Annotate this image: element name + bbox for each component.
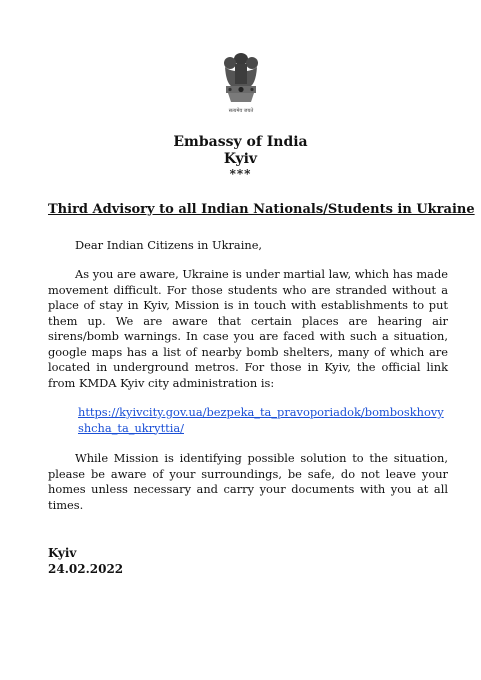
advisory-title: Third Advisory to all Indian Nationals/Students in Ukraine <box>48 202 475 217</box>
main-paragraph: As you are aware, Ukraine is under martial law, which has made movement difficult. For those students who are stranded without a place of stay in Kyiv, Mission is in touch with establishments to put them up. We are aware that certain places are hearing air sirens/bomb warnings. In case you are faced with such a situation, google maps has a list of nearby bomb shelters, many of which are located in underground metros. For those in Kyiv, the official link from KMDA Kyiv city administration is: <box>48 267 448 390</box>
signature-place: Kyiv <box>48 546 77 560</box>
salutation: Dear Indian Citizens in Ukraine, <box>75 238 263 252</box>
embassy-city: Kyiv <box>223 151 258 167</box>
header-separator: *** <box>229 167 252 181</box>
kmda-shelter-link[interactable]: https://kyivcity.gov.ua/bezpeka_ta_pravoporiadok/bomboskhovyshcha_ta_ukryttia/ <box>78 405 444 435</box>
national-emblem-icon <box>218 50 264 116</box>
signature-date: 24.02.2022 <box>48 562 124 576</box>
closing-paragraph: While Mission is identifying possible solution to the situation, please be aware of your surroundings, be safe, do not leave your homes unless necessary and carry your documents with you at all times. <box>48 451 448 512</box>
emblem-motto: सत्यमेव जयते <box>228 108 254 114</box>
link-paragraph <box>78 405 448 436</box>
embassy-name: Embassy of India <box>173 134 308 150</box>
